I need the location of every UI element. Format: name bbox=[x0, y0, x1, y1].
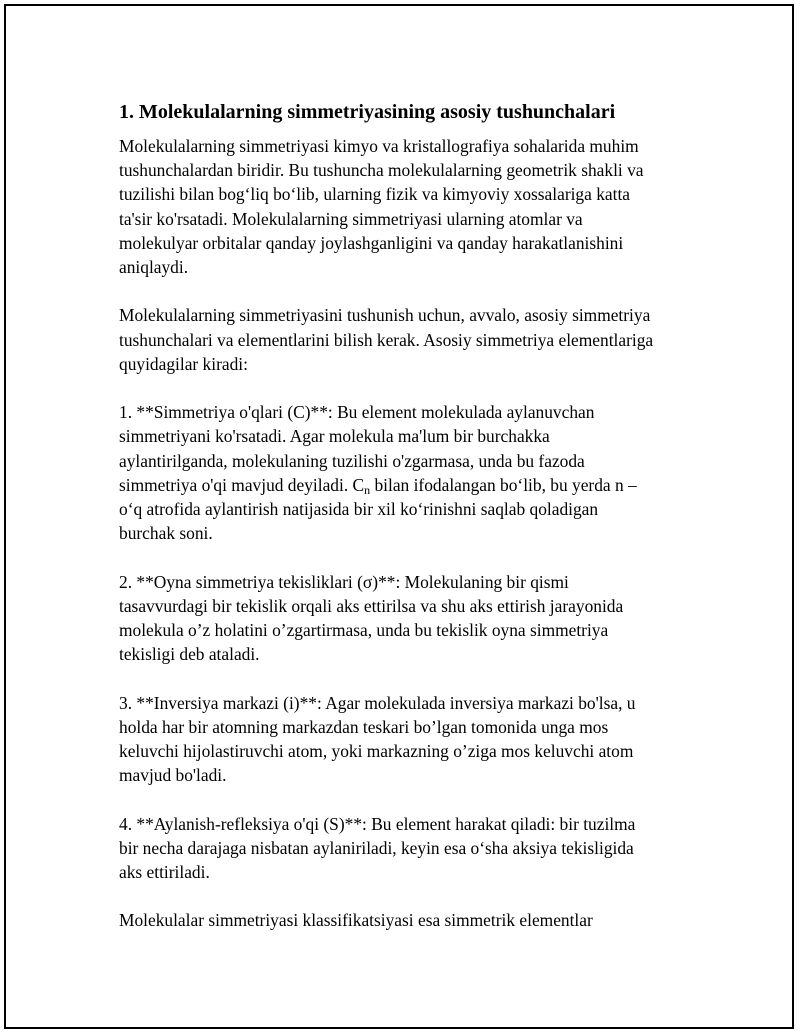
text-line: tuzilishi bilan bog‘liq bo‘lib, ularning fizik va kimyoviy xossalariga katta bbox=[119, 184, 630, 205]
text-line: burchak soni. bbox=[119, 523, 213, 544]
text-line: aylantirilganda, molekulaning tuzilishi o'zgarmasa, unda bu fazoda bbox=[119, 450, 585, 471]
document-body bbox=[119, 98, 699, 933]
text-line-cn bbox=[119, 473, 699, 497]
paragraph-intro bbox=[119, 134, 699, 279]
paragraph-inversion-center bbox=[119, 691, 699, 788]
paragraph-elements-intro bbox=[119, 303, 699, 376]
text-line: 1. **Simmetriya o'qlari (C)**: Bu element molekulada aylanuvchan bbox=[119, 402, 595, 423]
text-segment: simmetriya o'qi mavjud deyiladi. C bbox=[119, 474, 365, 495]
page-frame bbox=[4, 4, 794, 1029]
text-line: tasavvurdagi bir tekislik orqali aks ettirilsa va shu aks ettirish jarayonida bbox=[119, 595, 624, 616]
subscript-n: n bbox=[364, 482, 371, 497]
text-line: Molekulalarning simmetriyasini tushunish uchun, avvalo, asosiy simmetriya bbox=[119, 305, 651, 326]
text-segment: bilan ifodalangan bo‘lib, bu yerda n – bbox=[370, 474, 637, 495]
text-line: quyidagilar kiradi: bbox=[119, 353, 248, 374]
text-line: bir necha darajaga nisbatan aylaniriladi, keyin esa o‘sha aksiya tekisligida bbox=[119, 837, 634, 858]
paragraph-symmetry-axes bbox=[119, 400, 699, 545]
text-line: ta'sir ko'rsatadi. Molekulalarning simmetriyasi ularning atomlar va bbox=[119, 208, 583, 229]
text-line: Molekulalar simmetriyasi klassifikatsiyasi esa simmetrik elementlar bbox=[119, 910, 593, 931]
text-line: 4. **Aylanish-refleksiya o'qi (S)**: Bu element harakat qiladi: bir tuzilma bbox=[119, 813, 636, 834]
text-line: tekisligi deb ataladi. bbox=[119, 644, 260, 665]
text-line: molekulyar orbitalar qanday joylashganligini va qanday harakatlanishini bbox=[119, 232, 624, 253]
text-line: 3. **Inversiya markazi (i)**: Agar molekulada inversiya markazi bo'lsa, u bbox=[119, 692, 636, 713]
text-line: tushunchalardan biridir. Bu tushuncha molekulalarning geometrik shakli va bbox=[119, 160, 644, 181]
paragraph-rotation-reflection bbox=[119, 812, 699, 885]
paragraph-classification bbox=[119, 908, 699, 932]
text-line: molekula o’z holatini o’zgartirmasa, unda bu tekislik oyna simmetriya bbox=[119, 620, 609, 641]
text-line: aks ettiriladi. bbox=[119, 862, 210, 883]
text-line: simmetriyani ko'rsatadi. Agar molekula ma'lum bir burchakka bbox=[119, 426, 550, 447]
text-line: tushunchalari va elementlarini bilish kerak. Asosiy simmetriya elementlariga bbox=[119, 329, 654, 350]
text-line: holda har bir atomning markazdan teskari bo’lgan tomonida unga mos bbox=[119, 716, 609, 737]
paragraph-mirror-planes bbox=[119, 570, 699, 667]
text-line: keluvchi hijolastiruvchi atom, yoki markazning o’ziga mos keluvchi atom bbox=[119, 741, 634, 762]
text-line: Molekulalarning simmetriyasi kimyo va kristallografiya sohalarida muhim bbox=[119, 136, 639, 156]
text-line: o‘q atrofida aylantirish natijasida bir xil ko‘rinishni saqlab qoladigan bbox=[119, 499, 599, 520]
text-line: mavjud bo'ladi. bbox=[119, 765, 227, 786]
page-title: 1. Molekulalarning simmetriyasining asosiy tushunchalari bbox=[119, 101, 616, 123]
text-line: 2. **Oyna simmetriya tekisliklari (σ)**: Molekulaning bir qismi bbox=[119, 571, 569, 592]
text-line: aniqlaydi. bbox=[119, 257, 189, 278]
